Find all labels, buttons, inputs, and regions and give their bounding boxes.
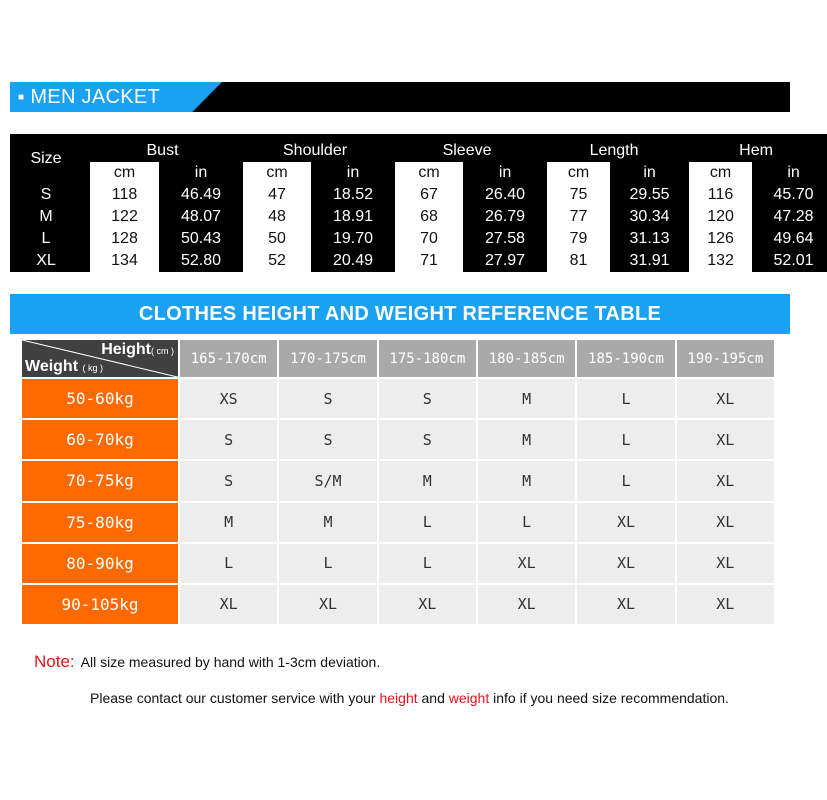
size-cell: XL bbox=[677, 503, 774, 542]
weight-header: 60-70kg bbox=[22, 420, 178, 459]
table-row bbox=[10, 206, 827, 228]
table-row bbox=[10, 250, 827, 272]
table-row bbox=[22, 503, 774, 542]
size-cell: L bbox=[577, 420, 674, 459]
weight-header: 70-75kg bbox=[22, 461, 178, 500]
size-cell: XL bbox=[180, 585, 277, 624]
group-header-shoulder: Shoulder bbox=[283, 142, 348, 159]
weight-header: 75-80kg bbox=[22, 503, 178, 542]
size-cell: M bbox=[379, 461, 476, 500]
note-text-a: Please contact our customer service with your bbox=[90, 690, 380, 706]
size-cell: M bbox=[180, 503, 277, 542]
bullet-icon: ■ bbox=[18, 92, 25, 103]
corner-header bbox=[22, 340, 178, 377]
weight-header: 50-60kg bbox=[22, 379, 178, 418]
table-cell: 81 bbox=[543, 250, 614, 272]
height-header-row bbox=[22, 340, 774, 377]
table-cell: 50 bbox=[239, 228, 315, 250]
table-cell: 67 bbox=[391, 184, 467, 206]
size-cell: S/M bbox=[279, 461, 376, 500]
size-column-header: Size bbox=[30, 150, 62, 167]
height-header: 180-185cm bbox=[478, 340, 575, 377]
table-cell: 71 bbox=[391, 250, 467, 272]
table-cell: 120 bbox=[685, 206, 756, 228]
size-label: L bbox=[41, 230, 51, 247]
size-cell: M bbox=[279, 503, 376, 542]
table-cell: 132 bbox=[685, 250, 756, 272]
note-text-and: and bbox=[417, 690, 449, 706]
table-cell: 18.91 bbox=[315, 206, 391, 228]
reference-table-title: CLOTHES HEIGHT AND WEIGHT REFERENCE TABLE bbox=[10, 294, 790, 334]
table-cell: 45.70 bbox=[756, 184, 827, 206]
table-cell: 47 bbox=[239, 184, 315, 206]
table-cell: 48 bbox=[239, 206, 315, 228]
table-cell: 118 bbox=[86, 184, 163, 206]
note-height-highlight: height bbox=[379, 690, 418, 706]
size-measurement-table bbox=[10, 134, 827, 272]
size-cell: L bbox=[180, 544, 277, 583]
table-cell: 31.13 bbox=[614, 228, 685, 250]
table-cell: 18.52 bbox=[315, 184, 391, 206]
size-label: S bbox=[40, 186, 52, 203]
group-header-length: Length bbox=[589, 142, 639, 159]
size-cell: S bbox=[279, 420, 376, 459]
height-label bbox=[101, 341, 174, 359]
size-cell: M bbox=[478, 420, 575, 459]
weight-label bbox=[25, 358, 103, 376]
table-cell: 122 bbox=[86, 206, 163, 228]
table-cell: 75 bbox=[543, 184, 614, 206]
group-header-bust: Bust bbox=[146, 142, 179, 159]
size-cell: XL bbox=[279, 585, 376, 624]
note-label: Note: bbox=[34, 652, 75, 671]
size-cell: M bbox=[478, 379, 575, 418]
size-cell: XL bbox=[379, 585, 476, 624]
size-cell: L bbox=[279, 544, 376, 583]
table-cell: 46.49 bbox=[163, 184, 239, 206]
height-header: 190-195cm bbox=[677, 340, 774, 377]
table-row bbox=[10, 228, 827, 250]
table-cell: 19.70 bbox=[315, 228, 391, 250]
size-cell: XL bbox=[677, 379, 774, 418]
table-cell: 128 bbox=[86, 228, 163, 250]
table-cell: 52 bbox=[239, 250, 315, 272]
table-row bbox=[10, 184, 827, 206]
table-cell: 79 bbox=[543, 228, 614, 250]
table-cell: 49.64 bbox=[756, 228, 827, 250]
table-cell: 29.55 bbox=[614, 184, 685, 206]
unit-in: in bbox=[756, 162, 827, 184]
size-cell: M bbox=[478, 461, 575, 500]
size-cell: L bbox=[379, 544, 476, 583]
unit-in: in bbox=[163, 162, 239, 184]
weight-label-text: Weight bbox=[25, 358, 79, 376]
unit-in: in bbox=[614, 162, 685, 184]
table-cell: 126 bbox=[685, 228, 756, 250]
table-cell: 70 bbox=[391, 228, 467, 250]
size-cell: S bbox=[279, 379, 376, 418]
height-header: 170-175cm bbox=[279, 340, 376, 377]
size-cell: XL bbox=[478, 544, 575, 583]
note-line-1 bbox=[34, 652, 380, 672]
unit-in: in bbox=[315, 162, 391, 184]
weight-header: 90-105kg bbox=[22, 585, 178, 624]
size-cell: L bbox=[577, 461, 674, 500]
table-cell: 20.49 bbox=[315, 250, 391, 272]
note-text: All size measured by hand with 1-3cm deviation. bbox=[80, 654, 381, 670]
banner-title bbox=[18, 82, 160, 112]
height-weight-reference-table bbox=[20, 338, 776, 626]
group-header-sleeve: Sleeve bbox=[442, 142, 492, 159]
size-cell: S bbox=[379, 379, 476, 418]
height-header: 175-180cm bbox=[379, 340, 476, 377]
table-cell: 134 bbox=[86, 250, 163, 272]
height-label-text: Height bbox=[101, 341, 151, 358]
table-cell: 47.28 bbox=[756, 206, 827, 228]
table-row bbox=[22, 379, 774, 418]
table-row bbox=[22, 585, 774, 624]
table-cell: 77 bbox=[543, 206, 614, 228]
size-cell: L bbox=[379, 503, 476, 542]
table-cell: 26.79 bbox=[467, 206, 543, 228]
size-cell: XL bbox=[677, 544, 774, 583]
table-cell: 68 bbox=[391, 206, 467, 228]
table-cell: 52.01 bbox=[756, 250, 827, 272]
height-unit: ( cm ) bbox=[151, 346, 174, 356]
weight-header: 80-90kg bbox=[22, 544, 178, 583]
table-cell: 26.40 bbox=[467, 184, 543, 206]
group-header-hem: Hem bbox=[739, 142, 773, 159]
weight-unit: ( kg ) bbox=[82, 363, 103, 374]
table-cell: 52.80 bbox=[163, 250, 239, 272]
table-row bbox=[22, 544, 774, 583]
unit-cm: cm bbox=[391, 162, 467, 184]
size-cell: L bbox=[577, 379, 674, 418]
unit-cm: cm bbox=[543, 162, 614, 184]
size-cell: XL bbox=[577, 503, 674, 542]
size-cell: S bbox=[180, 420, 277, 459]
unit-cm: cm bbox=[685, 162, 756, 184]
height-header: 165-170cm bbox=[180, 340, 277, 377]
note-text-b: info if you need size recommendation. bbox=[489, 690, 729, 706]
size-cell: S bbox=[180, 461, 277, 500]
size-cell: XL bbox=[677, 585, 774, 624]
table-cell: 48.07 bbox=[163, 206, 239, 228]
section-banner bbox=[10, 82, 790, 112]
size-cell: XS bbox=[180, 379, 277, 418]
table-row bbox=[22, 420, 774, 459]
table-cell: 27.97 bbox=[467, 250, 543, 272]
size-label: M bbox=[39, 208, 53, 225]
unit-cm: cm bbox=[239, 162, 315, 184]
unit-in: in bbox=[467, 162, 543, 184]
table-cell: 50.43 bbox=[163, 228, 239, 250]
size-cell: XL bbox=[577, 544, 674, 583]
table-row bbox=[22, 461, 774, 500]
table-cell: 31.91 bbox=[614, 250, 685, 272]
note-line-2 bbox=[90, 690, 729, 706]
size-cell: XL bbox=[677, 420, 774, 459]
table-cell: 116 bbox=[685, 184, 756, 206]
size-cell: XL bbox=[677, 461, 774, 500]
size-label: XL bbox=[36, 252, 56, 269]
size-cell: S bbox=[379, 420, 476, 459]
size-cell: XL bbox=[478, 585, 575, 624]
size-cell: L bbox=[478, 503, 575, 542]
note-weight-highlight: weight bbox=[448, 690, 490, 706]
height-header: 185-190cm bbox=[577, 340, 674, 377]
banner-title-text: MEN JACKET bbox=[30, 86, 161, 108]
table-cell: 30.34 bbox=[614, 206, 685, 228]
unit-row bbox=[10, 162, 827, 184]
size-cell: XL bbox=[577, 585, 674, 624]
table-cell: 27.58 bbox=[467, 228, 543, 250]
unit-cm: cm bbox=[86, 162, 163, 184]
